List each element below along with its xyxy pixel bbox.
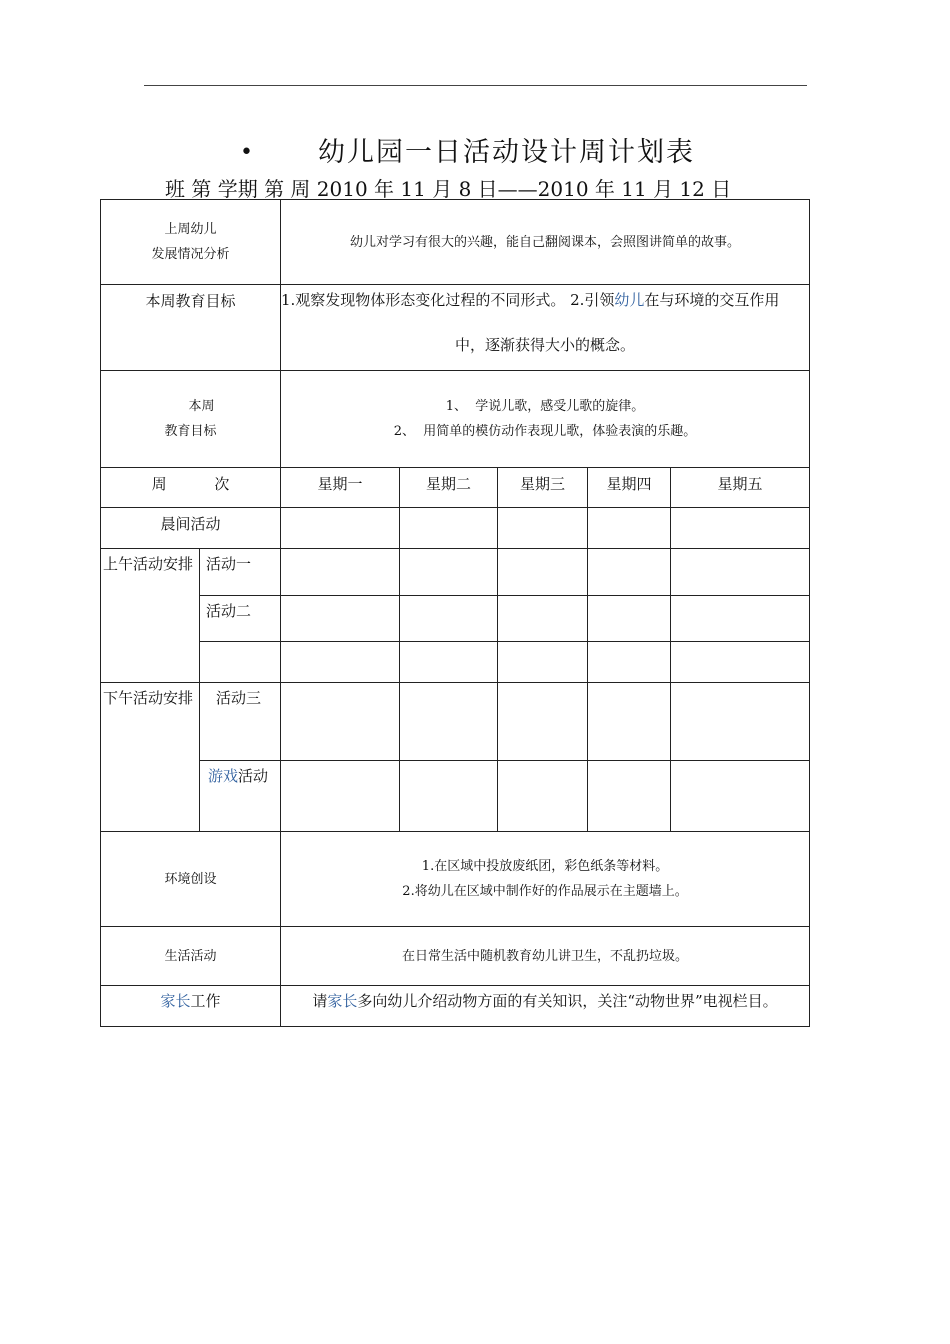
am-act3-cell-mon[interactable] <box>280 641 400 683</box>
week-label-cell <box>100 467 281 508</box>
morning-cell-tue[interactable] <box>399 507 498 549</box>
day-header-fri <box>670 467 810 508</box>
day-header-thu <box>587 467 671 508</box>
pm-act3-cell-thu[interactable] <box>587 682 671 761</box>
am-act1-cell-mon[interactable] <box>280 548 400 596</box>
am-act3-cell-fri[interactable] <box>670 641 810 683</box>
goals2-item1: 1、 学说儿歌，感受儿歌的旋律。 <box>445 399 645 414</box>
am-act2-cell-tue[interactable] <box>399 595 498 642</box>
environment-item2: 2.将幼儿在区域中制作好的作品展示在主题墙上。 <box>402 884 688 899</box>
pm-act3-cell-mon[interactable] <box>280 682 400 761</box>
am-act1-cell-wed[interactable] <box>497 548 588 596</box>
parents-content-link[interactable]: 家长 <box>327 992 358 1010</box>
pm-label: 下午活动安排 <box>103 689 194 707</box>
life-content: 在日常生活中随机教育幼儿讲卫生，不乱扔垃圾。 <box>401 948 688 964</box>
parents-label-rest: 工作 <box>190 992 221 1010</box>
parents-content-a: 请 <box>312 992 328 1010</box>
life-label-cell <box>100 926 281 986</box>
am-act2-label: 活动二 <box>206 602 252 620</box>
am-act3-cell-tue[interactable] <box>399 641 498 683</box>
morning-label-cell <box>100 507 281 549</box>
goals1-content-a: 1.观察发现物体形态变化过程的不同形式。 2.引领 <box>281 291 615 309</box>
week-label: 周 次 <box>151 475 230 493</box>
am-act1-label-cell <box>199 548 281 596</box>
day-header-mon <box>280 467 400 508</box>
morning-cell-fri[interactable] <box>670 507 810 549</box>
goals1-content-line2: 中，逐渐获得大小的概念。 <box>454 336 635 354</box>
last-week-content-cell <box>280 199 810 285</box>
am-act3-cell-wed[interactable] <box>497 641 588 683</box>
parents-label-cell <box>100 985 281 1027</box>
am-label-cell <box>100 548 200 683</box>
page-title: 幼儿园一日活动设计周计划表 <box>318 137 695 168</box>
goals2-label-line1: 本周 <box>188 399 215 414</box>
morning-cell-mon[interactable] <box>280 507 400 549</box>
page-subtitle: 班 第 学期 第 周 2010 年 11 月 8 日——2010 年 11 月 12 日 <box>165 177 732 201</box>
goals1-content-link[interactable]: 幼儿 <box>614 291 645 309</box>
pm-act3-cell-tue[interactable] <box>399 682 498 761</box>
goals1-content-cell <box>280 284 810 371</box>
goals2-label-cell <box>100 370 281 468</box>
am-act3-label-cell <box>199 641 281 683</box>
day-label-mon: 星期一 <box>317 475 363 493</box>
last-week-label-line2: 发展情况分析 <box>151 247 230 262</box>
day-label-thu: 星期四 <box>606 475 652 493</box>
day-label-fri: 星期五 <box>717 475 763 493</box>
goals1-label-cell <box>100 284 281 371</box>
pm-game-cell-wed[interactable] <box>497 760 588 832</box>
morning-label: 晨间活动 <box>160 515 221 533</box>
am-act2-cell-mon[interactable] <box>280 595 400 642</box>
am-act1-cell-thu[interactable] <box>587 548 671 596</box>
pm-act3-label: 活动三 <box>216 689 262 707</box>
pm-act3-label-cell <box>199 682 281 761</box>
goals1-content-b: 在与环境的交互作用 <box>644 291 780 309</box>
morning-cell-thu[interactable] <box>587 507 671 549</box>
parents-content-b: 多向幼儿介绍动物方面的有关知识，关注“动物世界”电视栏目。 <box>357 992 778 1010</box>
pm-act3-cell-fri[interactable] <box>670 682 810 761</box>
am-act1-cell-tue[interactable] <box>399 548 498 596</box>
day-header-wed <box>497 467 588 508</box>
parents-label-link[interactable]: 家长 <box>160 992 191 1010</box>
pm-act3-cell-wed[interactable] <box>497 682 588 761</box>
environment-content-cell <box>280 831 810 927</box>
header-rule <box>144 85 807 86</box>
last-week-label-cell <box>100 199 281 285</box>
pm-label-cell <box>100 682 200 832</box>
pm-game-cell-fri[interactable] <box>670 760 810 832</box>
pm-game-label-cell <box>199 760 281 832</box>
goals2-item2: 2、 用简单的模仿动作表现儿歌，体验表演的乐趣。 <box>393 424 697 439</box>
pm-game-rest: 活动 <box>238 767 269 785</box>
am-act2-cell-fri[interactable] <box>670 595 810 642</box>
am-act2-cell-thu[interactable] <box>587 595 671 642</box>
parents-content-cell <box>280 985 810 1027</box>
goals2-label-line2: 教育目标 <box>164 424 217 439</box>
am-act3-cell-thu[interactable] <box>587 641 671 683</box>
bullet-icon: • <box>240 140 253 165</box>
life-label: 生活活动 <box>164 948 217 964</box>
environment-item1: 1.在区域中投放废纸团，彩色纸条等材料。 <box>421 859 669 874</box>
pm-game-cell-tue[interactable] <box>399 760 498 832</box>
pm-game-cell-mon[interactable] <box>280 760 400 832</box>
am-act2-cell-wed[interactable] <box>497 595 588 642</box>
goals2-content-cell <box>280 370 810 468</box>
am-act2-label-cell <box>199 595 281 642</box>
environment-label: 环境创设 <box>164 871 217 887</box>
environment-label-cell <box>100 831 281 927</box>
day-header-tue <box>399 467 498 508</box>
last-week-label-line1: 上周幼儿 <box>164 222 217 237</box>
life-content-cell <box>280 926 810 986</box>
day-label-tue: 星期二 <box>425 475 471 493</box>
last-week-content: 幼儿对学习有很大的兴趣，能自己翻阅课本，会照图讲简单的故事。 <box>349 234 740 250</box>
day-label-wed: 星期三 <box>519 475 565 493</box>
morning-cell-wed[interactable] <box>497 507 588 549</box>
am-act1-label: 活动一 <box>206 555 252 573</box>
pm-game-cell-thu[interactable] <box>587 760 671 832</box>
am-label: 上午活动安排 <box>103 555 194 573</box>
goals1-label: 本周教育目标 <box>145 292 236 310</box>
pm-game-link[interactable]: 游戏 <box>208 767 239 785</box>
am-act1-cell-fri[interactable] <box>670 548 810 596</box>
